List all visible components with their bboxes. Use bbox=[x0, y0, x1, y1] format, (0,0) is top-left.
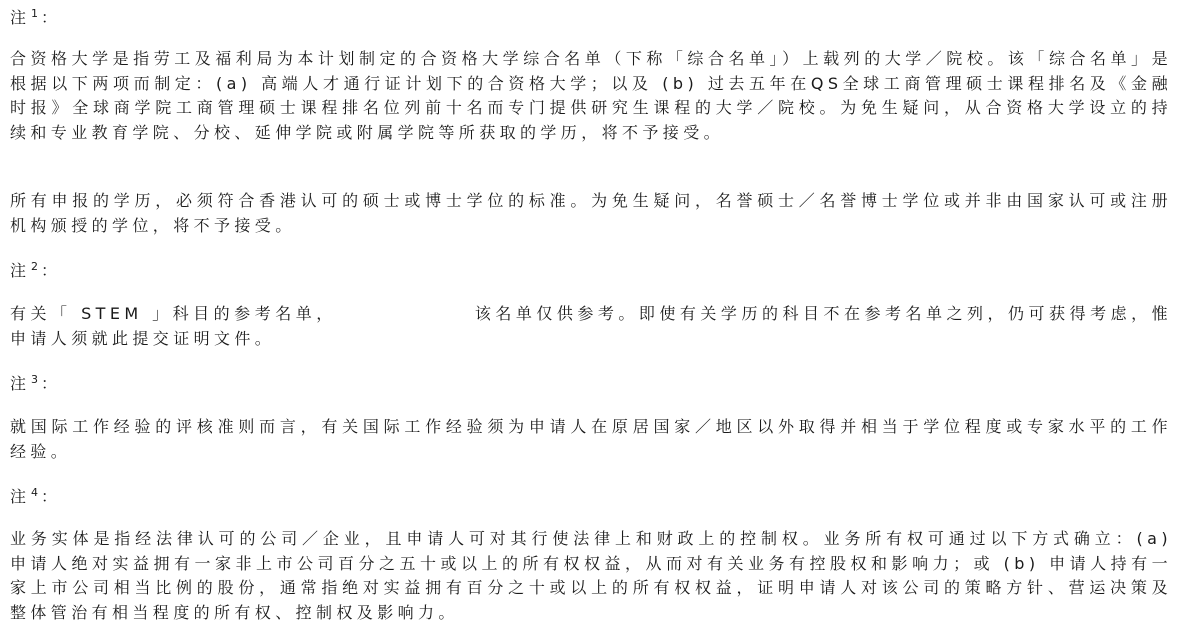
note-colon: ： bbox=[41, 374, 62, 393]
note-4-label bbox=[10, 484, 61, 507]
note-4-paragraph: 业务实体是指经法律认可的公司／企业，且申请人可对其行使法律上和财政上的控制权。业务所有权可通过以下方式确立：(a) 申请人绝对实益拥有一家非上市公司百分之五十或以上的所有权权益，从而对有关业务有控股权和影响力；或 (b) 申请人持有一家上市公司相当比例的股份，通常指绝对实益拥有百分之十或以上的所有权权益，证明申请人对该公司的策略方针、营运决策及整体管治有相当程度的所有权、控制权及影响力。 bbox=[10, 529, 1172, 622]
stem-reference-text: 有关「 STEM 」科目的参考名单， bbox=[10, 304, 337, 323]
note-number: 2 bbox=[31, 260, 39, 273]
note-2-paragraph bbox=[10, 302, 1172, 351]
stem-disclaimer-text: 该名单仅供参考。即使有关学历的科目不在参考名单之列，仍可获得考虑，惟申请人须就此提交证明文件。 bbox=[10, 304, 1172, 348]
note-label-text: 注 bbox=[10, 374, 31, 393]
note-number: 4 bbox=[31, 486, 39, 499]
note-colon: ： bbox=[41, 487, 62, 506]
note-colon: ： bbox=[41, 261, 62, 280]
note-number: 3 bbox=[31, 373, 39, 386]
note-3-label bbox=[10, 371, 61, 394]
note-colon: ： bbox=[41, 8, 62, 27]
note-label-text: 注 bbox=[10, 487, 31, 506]
note-2-label bbox=[10, 258, 61, 281]
note-1-label bbox=[10, 5, 61, 28]
note-number: 1 bbox=[31, 7, 39, 20]
note-1-paragraph-1: 合资格大学是指劳工及福利局为本计划制定的合资格大学综合名单（下称「综合名单」）上载列的大学／院校。该「综合名单」是根据以下两项而制定：(a) 高端人才通行证计划下的合资格大学；以及 (b) 过去五年在QS全球工商管理硕士课程排名及《金融时报》全球商学院工商管理硕士课程排名位列前十名而专门提供研究生课程的大学／院校。为免生疑问，从合资格大学设立的持续和专业教育学院、分校、延伸学院或附属学院等所获取的学历，将不予接受。 bbox=[10, 49, 1172, 142]
note-3-paragraph: 就国际工作经验的评核准则而言，有关国际工作经验须为申请人在原居国家／地区以外取得并相当于学位程度或专家水平的工作经验。 bbox=[10, 417, 1172, 461]
note-label-text: 注 bbox=[10, 8, 31, 27]
note-1-paragraph-2: 所有申报的学历，必须符合香港认可的硕士或博士学位的标准。为免生疑问，名誉硕士／名誉博士学位或并非由国家认可或注册机构颁授的学位，将不予接受。 bbox=[10, 191, 1172, 235]
note-label-text: 注 bbox=[10, 261, 31, 280]
